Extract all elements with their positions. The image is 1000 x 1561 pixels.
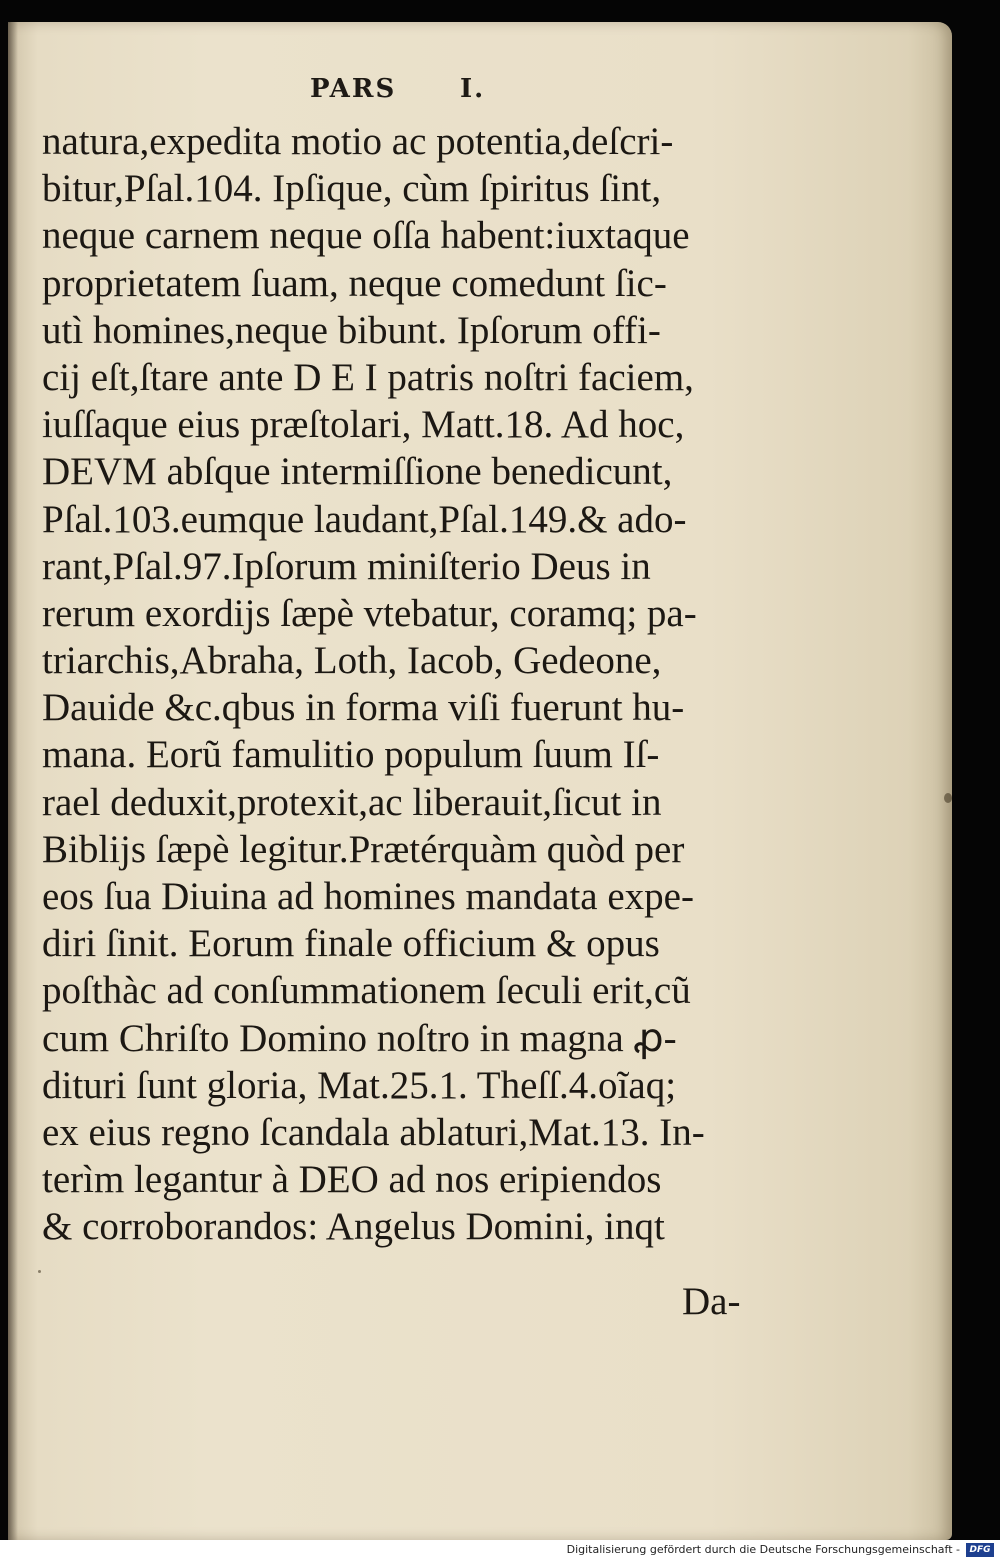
text-line: mana. Eorũ famulitio populum ſuum Iſ- [42,733,660,777]
footer-credit: Digitalisierung gefördert durch die Deutsche Forschungsgemeinschaft - [566,1543,960,1556]
text-line: natura,expedita motio ac potentia,deſcri- [42,120,674,163]
text-line: proprietatem ſuam, neque comedunt ſic- [42,261,667,305]
text-line: utì homines,neque bibunt. Ipſorum offi- [42,308,661,352]
header-part-number: I. [460,74,486,104]
text-line: neque carnem neque oſſa habent:iuxtaque [42,214,690,258]
text-line: eos ſua Diuina ad homines mandata expe- [42,875,694,918]
text-line: rael deduxit,protexit,ac liberauit,ſicut in [42,780,662,824]
running-header [310,70,530,110]
header-label: PARS [310,74,397,104]
text-line: rerum exordijs ſæpè vtebatur, coramq; pa- [42,591,697,635]
text-line: dituri ſunt gloria, Mat.25.1. Theſſ.4.oĩaq; [42,1063,677,1107]
text-line: DEVM abſque intermiſſione benedicunt, [42,450,673,494]
text-line: iuſſaque eius præſtolari, Matt.18. Ad hoc, [42,403,685,447]
text-line: terìm legantur à DEO ad nos eripiendos [42,1158,662,1202]
text-line: cij eſt,ſtare ante D E I patris noſtri faciem, [42,355,694,399]
text-line: bitur,Pſal.104. Ipſique, cùm ſpiritus ſint, [42,167,662,211]
dfg-logo: DFG [966,1543,994,1557]
text-line: Dauide &c.qbus in forma viſi fuerunt hu- [42,686,685,730]
catchword: Da- [682,1280,741,1323]
text-line: & corroborandos: Angelus Domini, inqt [42,1205,665,1249]
ink-spot [944,793,952,803]
text-line: rant,Pſal.97.Ipſorum miniſterio Deus in [42,544,651,588]
page-gutter-shadow [8,22,18,1540]
text-line: Biblijs ſæpè legitur.Prætérquàm quòd per [42,827,685,871]
text-line: diri ſinit. Eorum finale officium & opus [42,922,660,966]
text-line: ex eius regno ſcandala ablaturi,Mat.13. In- [42,1110,705,1154]
footer-bar [0,1540,1000,1561]
page-body-text [42,118,772,1251]
text-line: triarchis,Abraha, Loth, Iacob, Gedeone, [42,639,662,683]
text-line: poſthàc ad conſummationem ſeculi erit,cũ [42,969,691,1013]
text-line: cum Chriſto Domino noſtro in magna ꝓ- [42,1016,677,1060]
text-line: Pſal.103.eumque laudant,Pſal.149.& ado- [42,497,687,541]
ink-spot [38,1270,41,1273]
